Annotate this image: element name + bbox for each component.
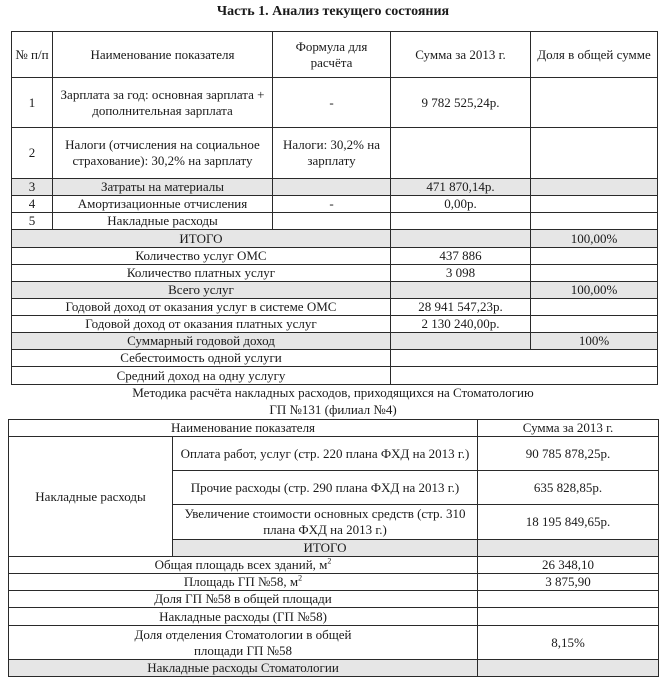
table-row bbox=[12, 179, 658, 196]
row-share bbox=[531, 213, 658, 230]
page-title: Часть 1. Анализ текущего состояния bbox=[216, 4, 450, 19]
row-value bbox=[478, 591, 659, 608]
table-row bbox=[12, 78, 658, 128]
group-total-label: ИТОГО bbox=[173, 540, 478, 557]
header-name: Наименование показателя bbox=[9, 420, 478, 437]
table-row bbox=[12, 265, 658, 282]
row-value: 3 098 bbox=[391, 265, 531, 282]
row-value bbox=[478, 660, 659, 677]
row-num: 1 bbox=[12, 78, 53, 128]
table-row bbox=[12, 316, 658, 333]
table-row bbox=[9, 437, 659, 471]
row-name: Зарплата за год: основная зарплата + дополнительная зарплата bbox=[53, 78, 273, 128]
row-sum: 471 870,14р. bbox=[391, 179, 531, 196]
row-sum bbox=[391, 213, 531, 230]
row-label: Общая площадь всех зданий, $м^2$ bbox=[9, 557, 478, 574]
table-row bbox=[12, 367, 658, 385]
row-share: 100,00% bbox=[531, 282, 658, 299]
row-value: 90 785 878,25р. bbox=[478, 437, 659, 471]
row-share bbox=[531, 196, 658, 213]
row-num: 5 bbox=[12, 213, 53, 230]
row-sum: 9 782 525,24р. bbox=[391, 78, 531, 128]
row-label: Прочие расходы (стр. 290 плана ФХД на 2013 г.) bbox=[173, 471, 478, 505]
row-label: Накладные расходы (ГП №58) bbox=[9, 608, 478, 626]
header-sum: Сумма за 2013 г. bbox=[478, 420, 659, 437]
total-sum bbox=[391, 230, 531, 248]
row-formula: - bbox=[273, 196, 391, 213]
header-formula: Формула для расчёта bbox=[273, 32, 391, 78]
row-label: Годовой доход от оказания услуг в системе ОМС bbox=[12, 299, 391, 316]
overhead-table bbox=[8, 419, 659, 677]
table-row bbox=[12, 248, 658, 265]
row-num: 4 bbox=[12, 196, 53, 213]
row-value bbox=[391, 350, 658, 367]
section-subtitle-line1: Методика расчёта накладных расходов, приходящихся на Стоматологию bbox=[132, 385, 534, 400]
row-sum: 0,00р. bbox=[391, 196, 531, 213]
header-num: № п/п bbox=[12, 32, 53, 78]
row-value: 28 941 547,23р. bbox=[391, 299, 531, 316]
row-value: 2 130 240,00р. bbox=[391, 316, 531, 333]
row-name: Амортизационные отчисления bbox=[53, 196, 273, 213]
row-label: Количество платных услуг bbox=[12, 265, 391, 282]
row-formula: Налоги: 30,2% на зарплату bbox=[273, 128, 391, 179]
row-share: 100% bbox=[531, 333, 658, 350]
row-label: Накладные расходы Стоматологии bbox=[9, 660, 478, 677]
total-label: ИТОГО bbox=[12, 230, 391, 248]
row-label: Оплата работ, услуг (стр. 220 плана ФХД на 2013 г.) bbox=[173, 437, 478, 471]
row-label: Доля ГП №58 в общей площади bbox=[9, 591, 478, 608]
row-num: 2 bbox=[12, 128, 53, 179]
row-formula bbox=[273, 213, 391, 230]
row-num: 3 bbox=[12, 179, 53, 196]
row-formula: - bbox=[273, 78, 391, 128]
row-label: Средний доход на одну услугу bbox=[12, 367, 391, 385]
table-row bbox=[12, 350, 658, 367]
table-row bbox=[12, 128, 658, 179]
row-share bbox=[531, 248, 658, 265]
row-name: Затраты на материалы bbox=[53, 179, 273, 196]
row-label: Суммарный годовой доход bbox=[12, 333, 391, 350]
row-label: Количество услуг ОМС bbox=[12, 248, 391, 265]
group-label: Накладные расходы bbox=[9, 437, 173, 557]
row-value bbox=[391, 367, 658, 385]
total-share: 100,00% bbox=[531, 230, 658, 248]
row-value: 635 828,85р. bbox=[478, 471, 659, 505]
row-value bbox=[478, 608, 659, 626]
table-row bbox=[12, 299, 658, 316]
table-row bbox=[12, 213, 658, 230]
table-row bbox=[9, 608, 659, 626]
row-label: Доля отделения Стоматологии в общей площади ГП №58 bbox=[9, 626, 478, 660]
header-name: Наименование показателя bbox=[53, 32, 273, 78]
section-subtitle-line2: ГП №131 (филиал №4) bbox=[269, 402, 397, 417]
table-header-row bbox=[9, 420, 659, 437]
row-value bbox=[391, 333, 531, 350]
row-share bbox=[531, 299, 658, 316]
row-name: Накладные расходы bbox=[53, 213, 273, 230]
table-row bbox=[9, 626, 659, 660]
current-state-table bbox=[11, 31, 658, 385]
row-share bbox=[531, 265, 658, 282]
total-row bbox=[12, 230, 658, 248]
row-label: Себестоимость одной услуги bbox=[12, 350, 391, 367]
services-total-row bbox=[12, 282, 658, 299]
table-row bbox=[9, 591, 659, 608]
income-total-row bbox=[12, 333, 658, 350]
row-share bbox=[531, 179, 658, 196]
table-row bbox=[9, 557, 659, 574]
row-label: Всего услуг bbox=[12, 282, 391, 299]
table-row bbox=[9, 574, 659, 591]
row-label: Увеличение стоимости основных средств (стр. 310 плана ФХД на 2013 г.) bbox=[173, 505, 478, 540]
row-value: 8,15% bbox=[478, 626, 659, 660]
row-value: 26 348,10 bbox=[478, 557, 659, 574]
row-share bbox=[531, 78, 658, 128]
row-name: Налоги (отчисления на социальное страхование): 30,2% на зарплату bbox=[53, 128, 273, 179]
row-value: 18 195 849,65р. bbox=[478, 505, 659, 540]
table-row bbox=[12, 196, 658, 213]
row-label: Годовой доход от оказания платных услуг bbox=[12, 316, 391, 333]
final-row bbox=[9, 660, 659, 677]
row-value: 3 875,90 bbox=[478, 574, 659, 591]
header-sum: Сумма за 2013 г. bbox=[391, 32, 531, 78]
row-formula bbox=[273, 179, 391, 196]
group-total-value bbox=[478, 540, 659, 557]
row-label: Площадь ГП №58, $м^2$ bbox=[9, 574, 478, 591]
row-share bbox=[531, 316, 658, 333]
table-header-row bbox=[12, 32, 658, 78]
row-share bbox=[531, 128, 658, 179]
header-share: Доля в общей сумме bbox=[531, 32, 658, 78]
row-value bbox=[391, 282, 531, 299]
row-value: 437 886 bbox=[391, 248, 531, 265]
row-sum bbox=[391, 128, 531, 179]
